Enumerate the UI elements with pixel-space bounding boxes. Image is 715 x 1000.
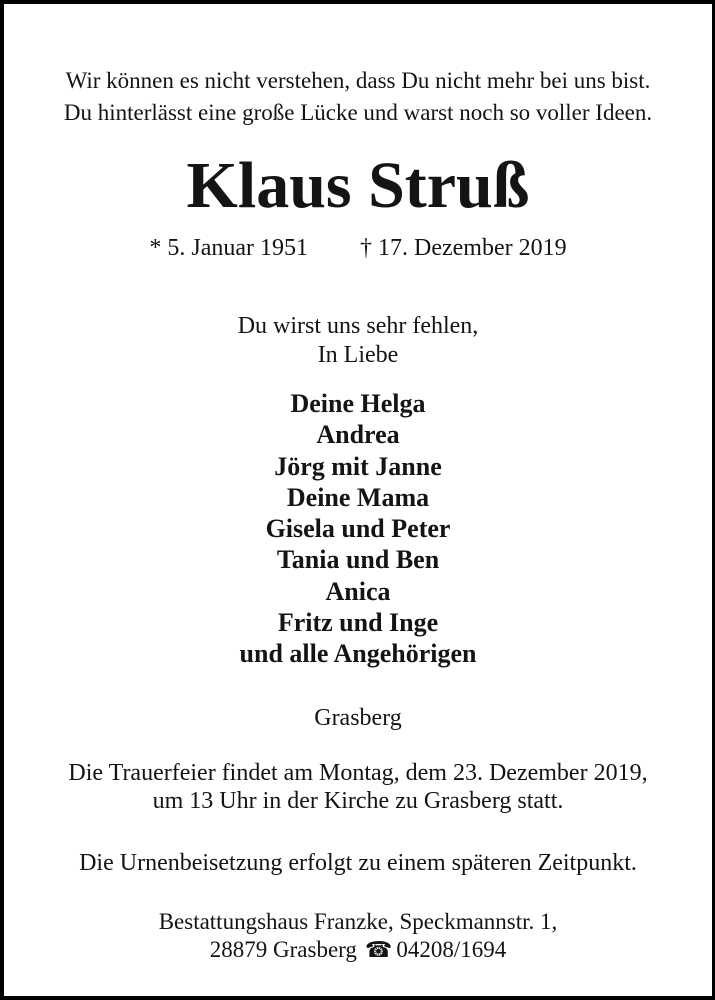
funeral-home-address: Bestattungshaus Franzke, Speckmannstr. 1, xyxy=(158,909,558,934)
mourner-name: Deine Helga xyxy=(290,389,426,418)
mourner-name: Andrea xyxy=(316,420,400,450)
mourner-name: und alle Angehörigen xyxy=(239,639,477,669)
funeral-home-city: 28879 Grasberg xyxy=(209,937,357,962)
life-dates xyxy=(4,236,712,260)
farewell-line: In Liebe xyxy=(317,342,399,368)
service-line: Die Trauerfeier findet am Montag, dem 23. Dezember 2019, xyxy=(68,760,648,786)
urn-burial-line: Die Urnenbeisetzung erfolgt zu einem späteren Zeitpunkt. xyxy=(79,850,637,876)
intro-line: Wir können es nicht verstehen, dass Du nicht mehr bei uns bist. xyxy=(65,68,651,93)
place-line: Grasberg xyxy=(314,705,402,731)
death-date: † 17. Dezember 2019 xyxy=(360,235,567,261)
mourner-name: Jörg mit Janne xyxy=(274,451,442,481)
mourner-name: Deine Mama xyxy=(286,482,430,512)
phone-number: 04208/1694 xyxy=(396,937,507,962)
funeral-home-contact xyxy=(4,936,712,965)
birth-date: * 5. Januar 1951 xyxy=(149,235,309,261)
deceased-name: Klaus Struß xyxy=(186,149,530,222)
mourner-name: Anica xyxy=(325,576,391,606)
mourner-name: Gisela und Peter xyxy=(265,514,451,544)
phone-icon: ☎ xyxy=(364,938,393,963)
farewell-line: Du wirst uns sehr fehlen, xyxy=(237,313,479,339)
mourner-name: Fritz und Inge xyxy=(277,608,439,638)
mourner-name: Tania und Ben xyxy=(276,545,440,575)
intro-line: Du hinterlässt eine große Lücke und warst noch so voller Ideen. xyxy=(63,100,653,125)
service-line: um 13 Uhr in der Kirche zu Grasberg statt. xyxy=(152,788,564,814)
farewell-text xyxy=(4,312,712,370)
funeral-home-info xyxy=(4,908,712,965)
intro-text xyxy=(4,65,712,129)
mourners-list xyxy=(4,388,712,670)
service-info xyxy=(4,759,712,815)
